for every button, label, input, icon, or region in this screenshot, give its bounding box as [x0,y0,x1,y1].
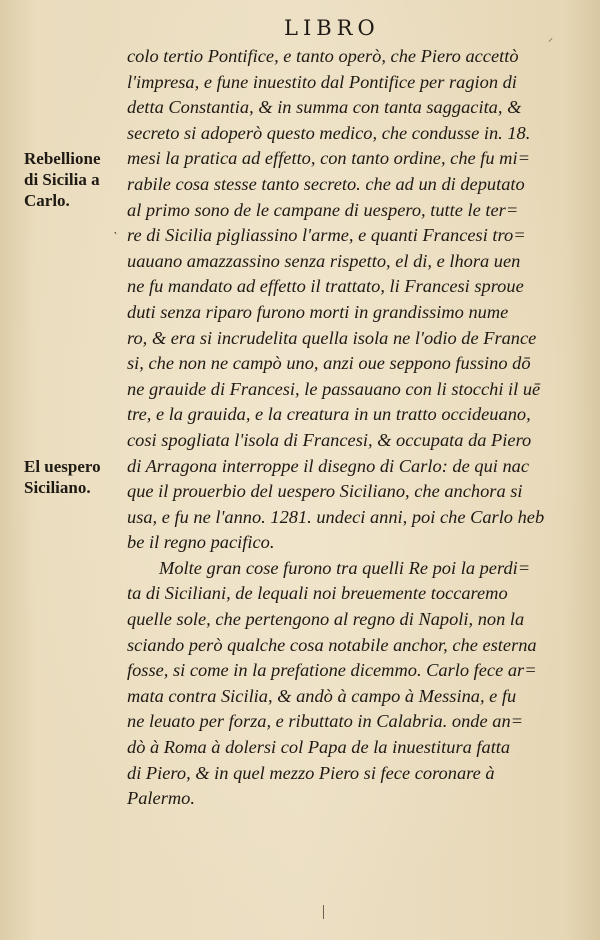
marginal-note-line: di Sicilia a [24,170,100,189]
text-line: ro, & era si incrudelita quella isola ne l'odio de France [127,327,537,348]
marginal-note-line: El uespero [24,457,101,476]
marginal-note-uespero [24,456,101,498]
text-line: rabile cosa stesse tanto secreto. che ad un di deputato [127,173,525,194]
marginal-note-rebellione [24,148,101,211]
text-line: l'impresa, e fune inuestito dal Pontifice per ragion di [127,71,517,92]
marginal-mark: ‵ [114,230,117,244]
text-line: ta di Siciliani, de lequali noi breuemente toccaremo [127,583,508,604]
text-line: usa, e fu ne l'anno. 1281. undeci anni, poi che Carlo heb [127,506,545,527]
text-line: colo tertio Pontifice, e tanto operò, che Piero accettò [127,46,519,66]
text-line: be il regno pacifico. [127,532,275,553]
text-line: al primo sono de le campane di uespero, tutte le ter= [127,199,519,220]
text-line: que il prouerbio del uespero Siciliano, che anchora si [127,481,523,502]
marginal-note-line: Rebellione [24,149,101,168]
body-text [127,44,545,812]
text-line: di Piero, & in quel mezzo Piero si fece coronare à [127,762,495,783]
text-line: ne leuato per forza, e ributtato in Calabria. onde an= [127,711,524,732]
marginal-note-line: Siciliano. [24,478,91,497]
marginal-note-line: Carlo. [24,191,70,210]
text-line: dò à Roma à dolersi col Papa de la inuestitura fatta [127,737,511,758]
text-line: mata contra Sicilia, & andò à campo à Messina, e fu [127,685,517,706]
text-line: di Arragona interroppe il disegno di Carlo: de qui nac [127,455,530,476]
page-edge-mark [323,905,324,919]
text-line: si, che non ne campò uno, anzi oue seppono fussino dō [127,353,531,374]
stray-ink-mark: ⸝ [548,33,553,44]
text-line: re di Sicilia pigliassino l'arme, e quanti Francesi tro= [127,225,526,246]
text-line: mesi la pratica ad effetto, con tanto ordine, che fu mi= [127,148,530,169]
text-line: detta Constantia, & in summa con tanta saggacita, & [127,97,522,118]
text-line: uauano amazzassino senza rispetto, el di, e lhora uen [127,250,521,271]
text-line: secreto si adoperò questo medico, che condusse in. 18. [127,122,531,143]
text-line: cosi spogliata l'isola di Francesi, & occupata da Piero [127,429,532,450]
text-line: ne fu mandato ad effetto il trattato, li Francesi sproue [127,276,524,297]
text-line: quelle sole, che pertengono al regno di Napoli, non la [127,609,525,630]
paragraph-start-line: Molte gran cose furono tra quelli Re poi la perdi= [159,557,531,578]
text-line: ne grauide di Francesi, le passauano con li stocchi il uē [127,378,541,399]
text-line: fosse, si come in la prefatione dicemmo. Carlo fece ar= [127,660,537,681]
text-line: sciando però qualche cosa notabile anchor, che esterna [127,634,537,655]
text-line: Palermo. [127,788,195,809]
running-title: LIBRO [284,16,380,40]
text-line: tre, e la grauida, e la creatura in un tratto occideuano, [127,404,531,425]
text-line: duti senza riparo furono morti in grandissimo nume [127,301,509,322]
